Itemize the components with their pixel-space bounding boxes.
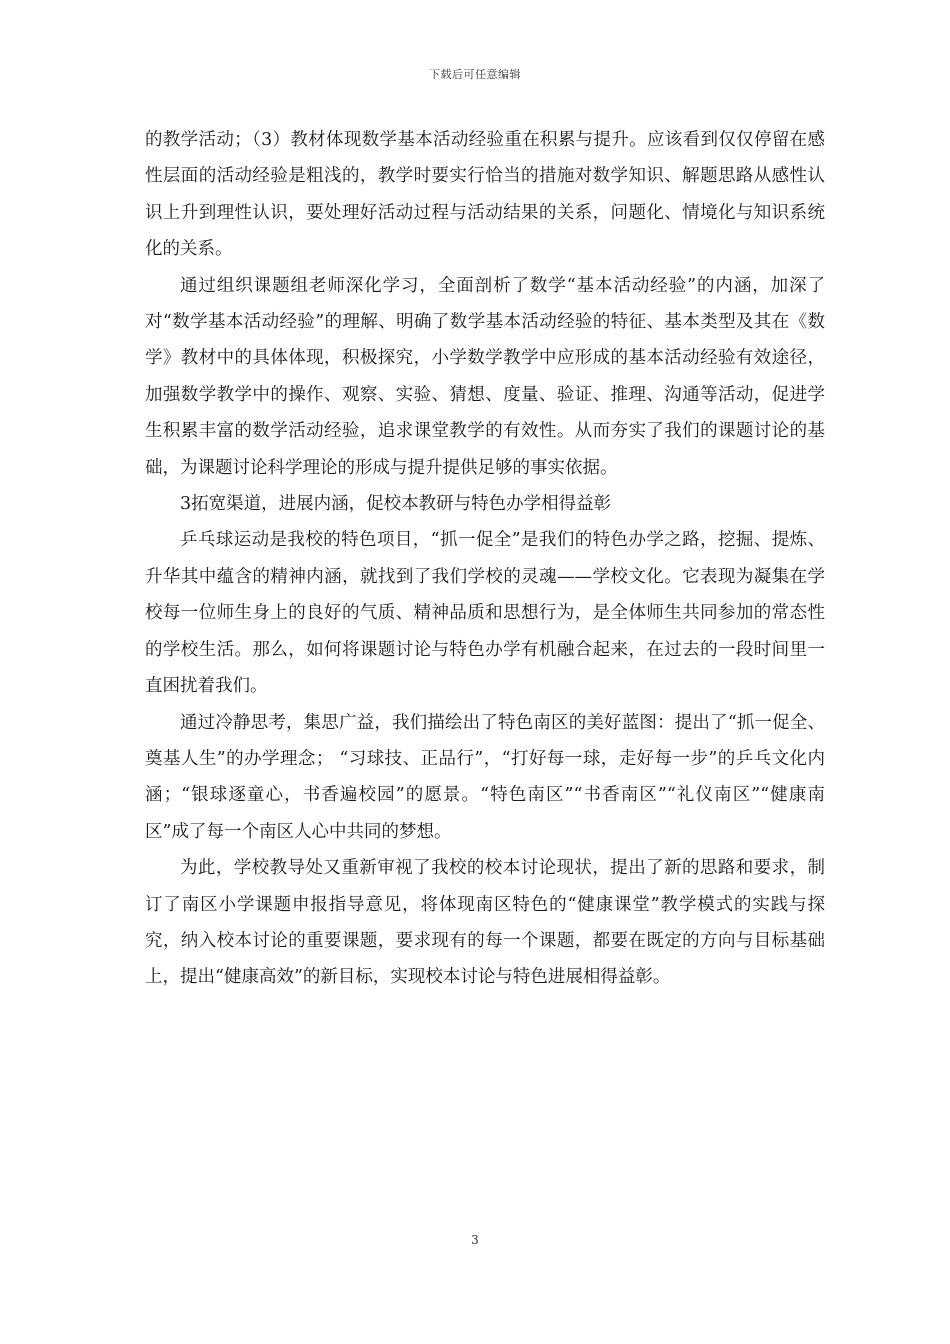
paragraph-study: 通过组织课题组老师深化学习，全面剖析了数学“基本活动经验”的内涵，加深了对“数学基本活动经验”的理解、明确了数学基本活动经验的特征、基本类型及其在《数学》教材中的具体体现，积极探究，小学数学教学中应形成的基本活动经验有效途径，加强数学教学中的操作、观察、实验、猜想、度量、验证、推理、沟通等活动，促进学生积累丰富的数学活动经验，追求课堂教学的有效性。从而夯实了我们的课题讨论的基础，为课题讨论科学理论的形成与提升提供足够的事实依据。 <box>145 275 825 478</box>
paragraph-pingpong: 乒乓球运动是我校的特色项目，“抓一促全”是我们的特色办学之路，挖掘、提炼、升华其中蕴含的精神内涵，就找到了我们学校的灵魂——学校文化。它表现为凝集在学校每一位师生身上的良好的气质、精神品质和思想行为，是全体师生共同参加的常态性的学校生活。那么，如何将课题讨论与特色办学有机融合起来，在过去的一段时间里一直困扰着我们。 <box>145 530 825 697</box>
document-body <box>145 122 825 996</box>
paragraph-research: 为此，学校教导处又重新审视了我校的校本讨论现状，提出了新的思路和要求，制订了南区小学课题申报指导意见，将体现南区特色的“健康课堂”教学模式的实践与探究，纳入校本讨论的重要课题，要求现有的每一个课题，都要在既定的方向与目标基础上，提出“健康高效”的新目标，实现校本讨论与特色进展相得益彰。 <box>145 858 825 988</box>
paragraph-blueprint: 通过冷静思考，集思广益，我们描绘出了特色南区的美好蓝图：提出了“抓一促全、奠基人生”的办学理念； “习球技、正品行”，“打好每一球，走好每一步”的乒乓文化内涵；“银球逐童心，书香遍校园”的愿景。“特色南区”“书香南区”“礼仪南区”“健康南区”成了每一个南区人心中共同的梦想。 <box>145 712 825 842</box>
paragraph-continuation: 的教学活动；（3）教材体现数学基本活动经验重在积累与提升。应该看到仅仅停留在感性层面的活动经验是粗浅的，教学时要实行恰当的措施对数学知识、解题思路从感性认识上升到理性认识，要处理好活动过程与活动结果的关系，问题化、情境化与知识系统化的关系。 <box>145 130 825 260</box>
section-heading: 3拓宽渠道，进展内涵，促校本教研与特色办学相得益彰 <box>180 494 612 515</box>
page-number: 3 <box>471 1233 479 1247</box>
page-header: 下载后可任意编辑 <box>429 68 521 81</box>
